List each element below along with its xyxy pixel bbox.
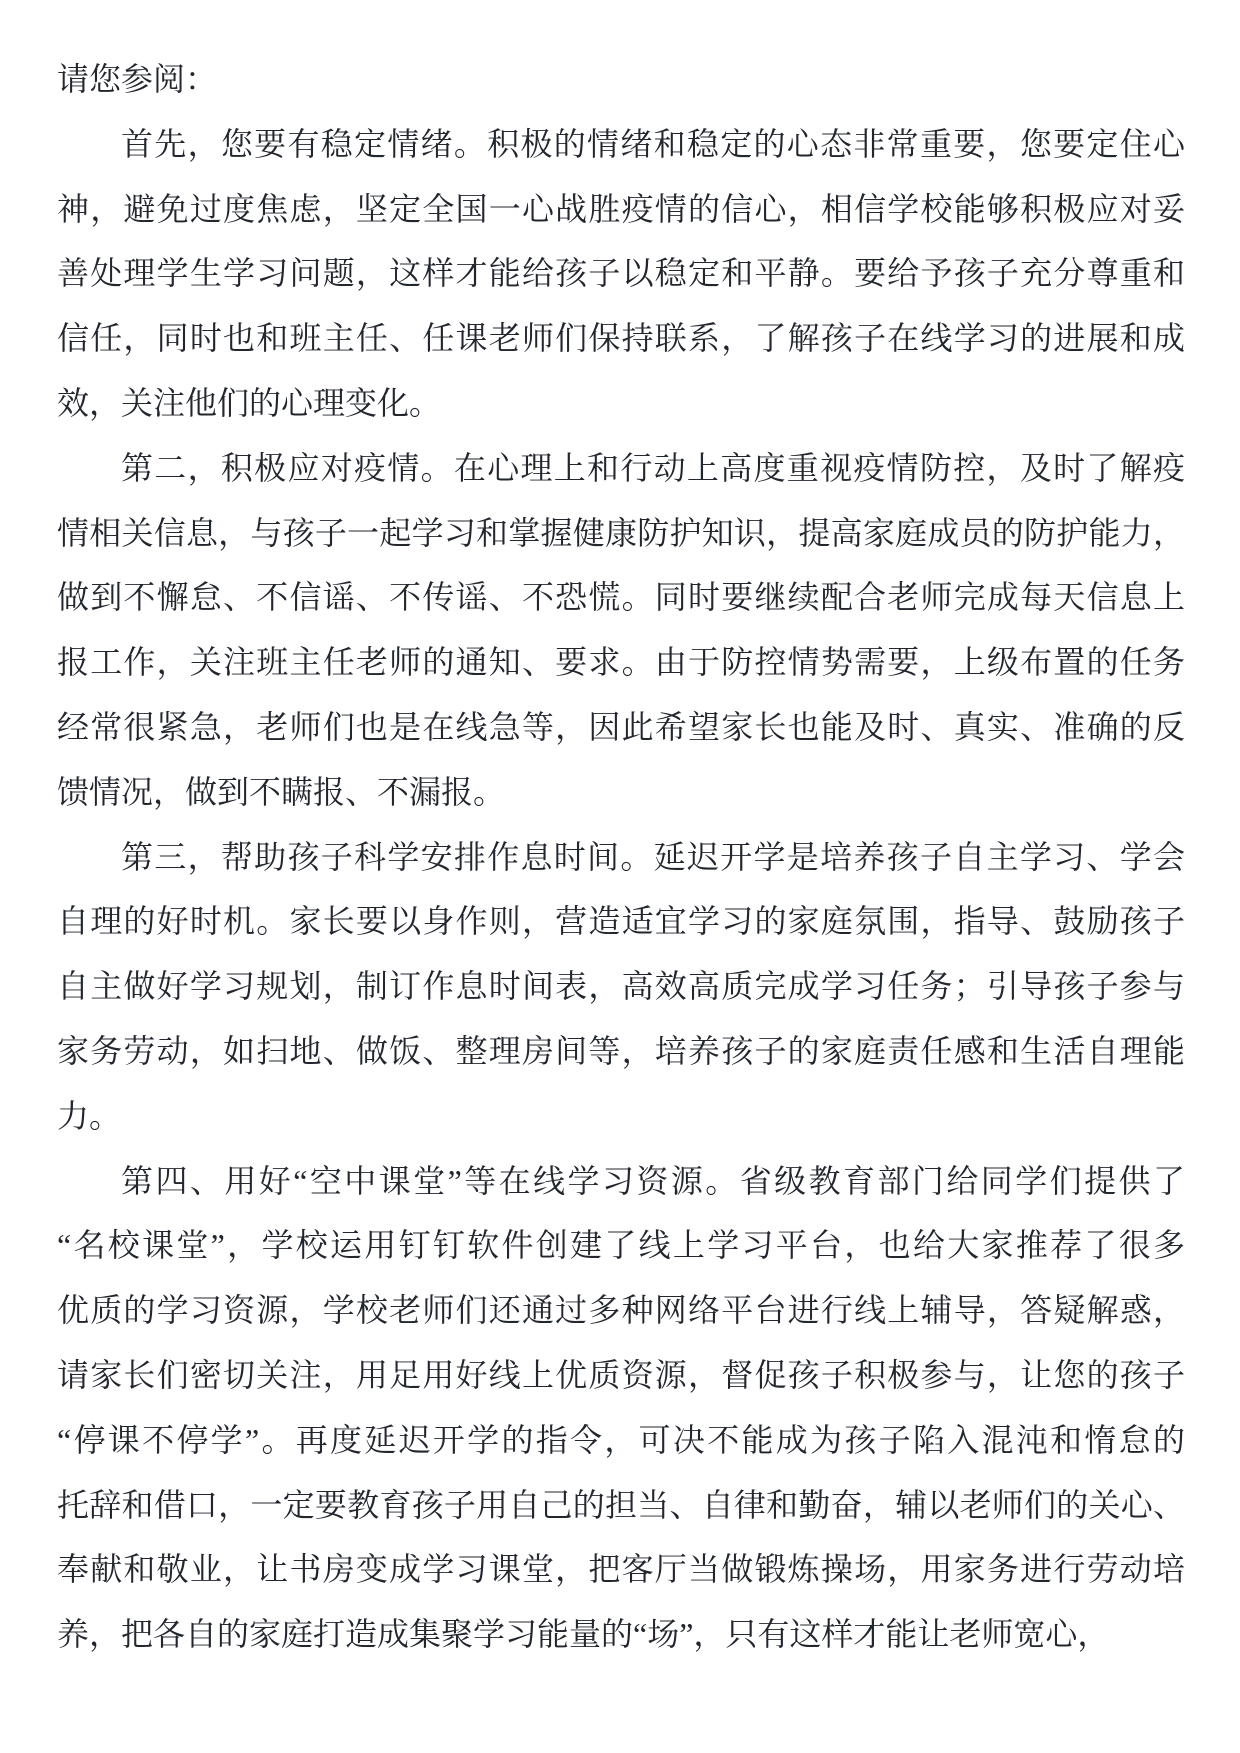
text-line: 家务劳动，如扫地、做饭、整理房间等，培养孩子的家庭责任感和生活自理能 (57, 1032, 1185, 1069)
text-line: 自主做好学习规划，制订作息时间表，高效高质完成学习任务；引导孩子参与 (57, 968, 1185, 1005)
text-line: 托辞和借口，一定要教育孩子用自己的担当、自律和勤奋，辅以老师们的关心、 (57, 1486, 1185, 1523)
text-line: 优质的学习资源，学校老师们还通过多种网络平台进行线上辅导，答疑解惑， (57, 1292, 1185, 1329)
text-line: 请家长们密切关注，用足用好线上优质资源，督促孩子积极参与，让您的孩子 (57, 1356, 1185, 1393)
text-line: 第三，帮助孩子科学安排作息时间。延迟开学是培养孩子自主学习、学会 (121, 838, 1185, 875)
text-line: 首先，您要有稳定情绪。积极的情绪和稳定的心态非常重要，您要定住心 (121, 125, 1185, 162)
paragraph-3 (57, 825, 1185, 1149)
text-line: 力。 (57, 1097, 122, 1134)
text-line: 情相关信息，与孩子一起学习和掌握健康防护知识，提高家庭成员的防护能力， (57, 514, 1185, 551)
text-line: 第二，积极应对疫情。在心理上和行动上高度重视疫情防控，及时了解疫 (121, 449, 1185, 486)
salutation-line: 请您参阅： (57, 61, 218, 97)
text-line: 神，避免过度焦虑，坚定全国一心战胜疫情的信心，相信学校能够积极应对妥 (57, 190, 1185, 227)
text-line: 做到不懈怠、不信谣、不传谣、不恐慌。同时要继续配合老师完成每天信息上 (57, 579, 1185, 616)
paragraph-4 (57, 1149, 1185, 1667)
text-line: 信任，同时也和班主任、任课老师们保持联系，了解孩子在线学习的进展和成 (57, 320, 1185, 357)
text-line: 经常很紧急，老师们也是在线急等，因此希望家长也能及时、真实、准确的反 (57, 708, 1185, 745)
text-line: “名校课堂”，学校运用钉钉软件创建了线上学习平台，也给大家推荐了很多 (57, 1227, 1185, 1264)
text-line: 养，把各自的家庭打造成集聚学习能量的“场”，只有这样才能让老师宽心， (57, 1616, 1110, 1653)
paragraph-1 (57, 112, 1185, 436)
text-line: 报工作，关注班主任老师的通知、要求。由于防控情势需要，上级布置的任务 (57, 644, 1185, 681)
document-body (57, 47, 1185, 1667)
text-line: 奉献和敬业，让书房变成学习课堂，把客厅当做锻炼操场，用家务进行劳动培 (57, 1551, 1185, 1588)
text-line: “停课不停学”。再度延迟开学的指令，可决不能成为孩子陷入混沌和惰怠的 (57, 1421, 1185, 1458)
text-line: 效，关注他们的心理变化。 (57, 384, 442, 421)
text-line: 自理的好时机。家长要以身作则，营造适宜学习的家庭氛围，指导、鼓励孩子 (57, 903, 1185, 940)
text-line: 馈情况，做到不瞒报、不漏报。 (57, 773, 506, 810)
text-line: 第四、用好“空中课堂”等在线学习资源。省级教育部门给同学们提供了 (121, 1162, 1185, 1199)
paragraph-2 (57, 436, 1185, 825)
text-line: 善处理学生学习问题，这样才能给孩子以稳定和平静。要给予孩子充分尊重和 (57, 255, 1185, 292)
